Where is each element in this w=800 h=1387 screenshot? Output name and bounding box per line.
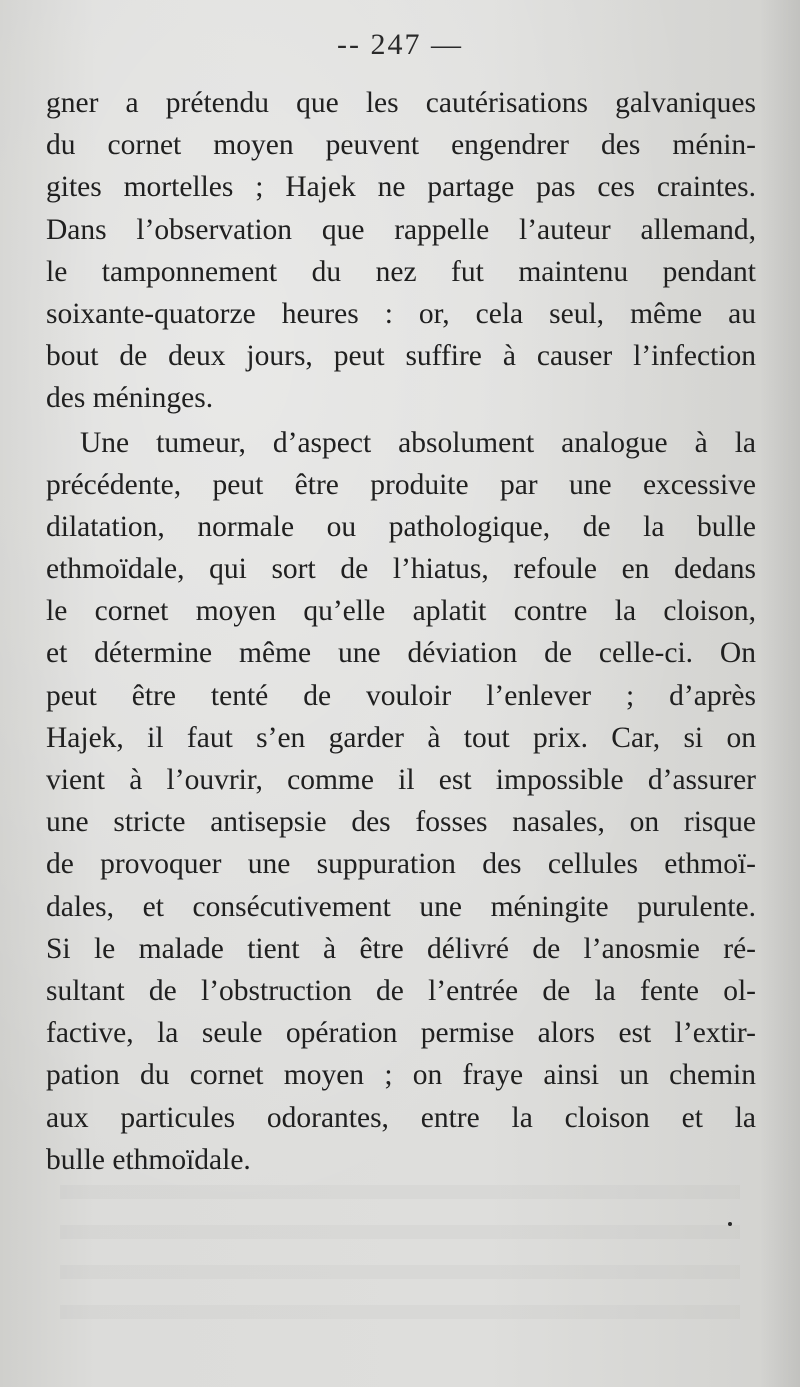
text-line: le cornet moyen qu’elle aplatit contre la cloison, xyxy=(46,595,756,628)
paragraph-1 xyxy=(46,82,756,420)
text-line: Hajek, il faut s’en garder à tout prix. Car, si on xyxy=(46,721,756,754)
text-line: peut être tenté de vouloir l’enlever ; d’après xyxy=(46,679,756,712)
paragraph-2 xyxy=(46,422,756,1181)
page-edge-shadow xyxy=(760,0,800,1387)
page-number: -- 247 — xyxy=(337,28,463,61)
text-line: ethmoïdale, qui sort de l’hiatus, refoule en dedans xyxy=(46,553,756,586)
text-line: gites mortelles ; Hajek ne partage pas ces craintes. xyxy=(46,171,756,204)
body-text xyxy=(46,82,756,1181)
text-line: des méninges. xyxy=(46,382,214,415)
text-line: précédente, peut être produite par une excessive xyxy=(46,468,756,501)
text-line: du cornet moyen peuvent engendrer des ménin- xyxy=(46,129,756,162)
text-line: factive, la seule opération permise alors est l’extir- xyxy=(46,1017,756,1050)
text-line: Une tumeur, d’aspect absolument analogue à la xyxy=(80,426,756,459)
text-line: dales, et consécutivement une méningite purulente. xyxy=(46,890,756,923)
text-line: dilatation, normale ou pathologique, de la bulle xyxy=(46,510,756,543)
text-line: sultant de l’obstruction de l’entrée de la fente ol- xyxy=(46,974,756,1007)
text-line: pation du cornet moyen ; on fraye ainsi un chemin xyxy=(46,1059,756,1092)
show-through-text xyxy=(60,1185,740,1335)
text-line: soixante-quatorze heures : or, cela seul, même au xyxy=(46,297,756,330)
text-line: de provoquer une suppuration des cellules ethmoï- xyxy=(46,848,756,881)
text-line: aux particules odorantes, entre la cloison et la xyxy=(46,1101,756,1134)
text-line: le tamponnement du nez fut maintenu pendant xyxy=(46,255,756,288)
text-line: bulle ethmoïdale. xyxy=(46,1143,251,1176)
paper-speck xyxy=(728,1222,732,1226)
text-line: une stricte antisepsie des fosses nasales, on risque xyxy=(46,806,756,839)
text-line: bout de deux jours, peut suffire à causer l’infection xyxy=(46,340,756,373)
text-line: et détermine même une déviation de celle-ci. On xyxy=(46,637,756,670)
text-line: Dans l’observation que rappelle l’auteur allemand, xyxy=(46,213,756,246)
text-line: vient à l’ouvrir, comme il est impossible d’assurer xyxy=(46,764,756,796)
text-line: Si le malade tient à être délivré de l’anosmie ré- xyxy=(46,932,756,965)
text-line: gner a prétendu que les cautérisations galvaniques xyxy=(46,87,756,119)
